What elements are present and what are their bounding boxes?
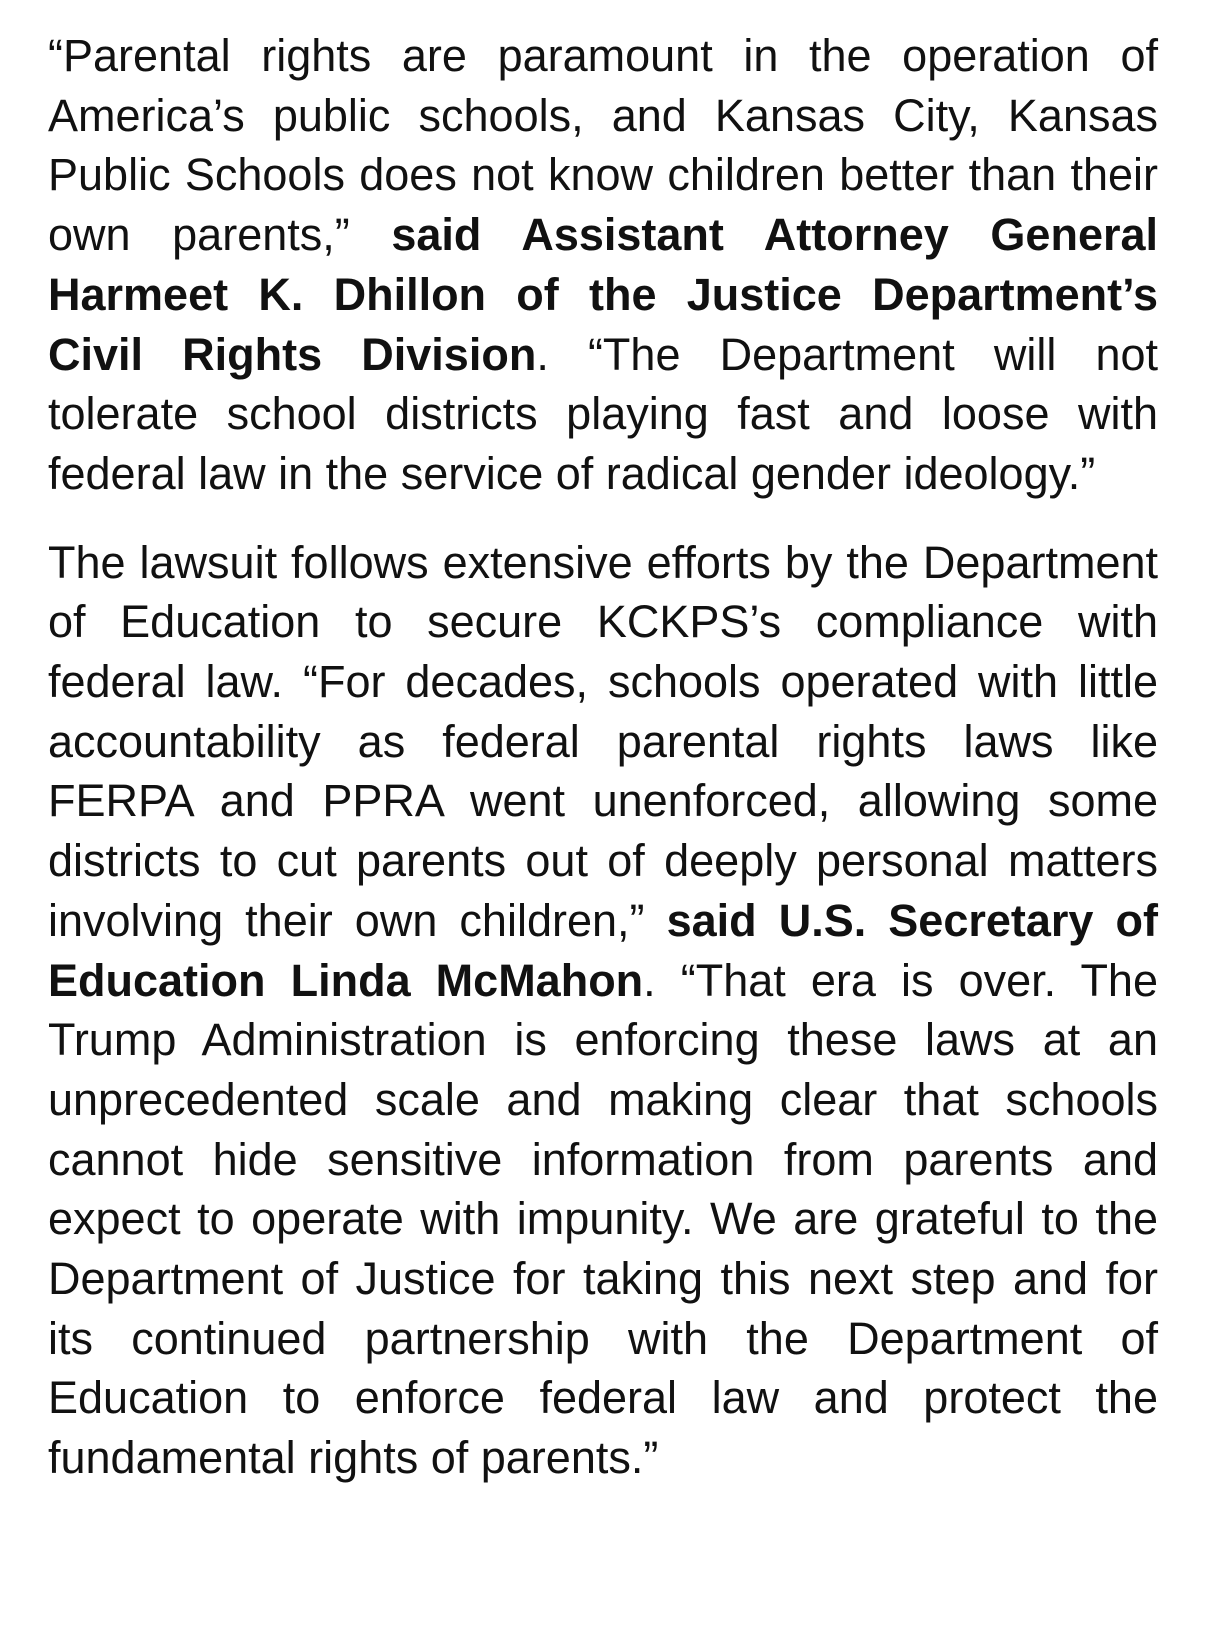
speaker-attribution: said Assistant Attorney General Harmeet K. Dhillon of the Justice Department’s Civil Rights Division (48, 209, 1159, 380)
speaker-attribution: said U.S. Secretary of Education Linda McMahon (48, 894, 1158, 1006)
quote-text: “Parental rights are paramount in the operation of America’s public schools, and Kansas City, Kansas Public Schools does not know children better than their own parents,” (48, 30, 1158, 261)
quote-text: The lawsuit follows extensive efforts by the Department of Education to secure KCKPS’s compliance with federal law. “For decades, schools operated with little accountability as federal parental rights laws like FERPA and PPRA went unenforced, allowing some districts to cut parents out of deeply personal matters involving their own children,” (48, 536, 1158, 946)
quote-text: . “The Department will not tolerate school districts playing fast and loose with federal law in the service of radical gender ideology.” (48, 328, 1158, 499)
paragraph-dhillon-quote (48, 26, 1158, 504)
press-release-text (48, 26, 1158, 1488)
quote-text: . “That era is over. The Trump Administration is enforcing these laws at an unprecedented scale and making clear that schools cannot hide sensitive information from parents and expect to operate with impunity. We are grateful to the Department of Justice for taking this next step and for its continued partnership with the Department of Education to enforce federal law and protect the fundamental rights of parents.” (48, 954, 1158, 1484)
paragraph-mcmahon-quote (48, 533, 1158, 1488)
